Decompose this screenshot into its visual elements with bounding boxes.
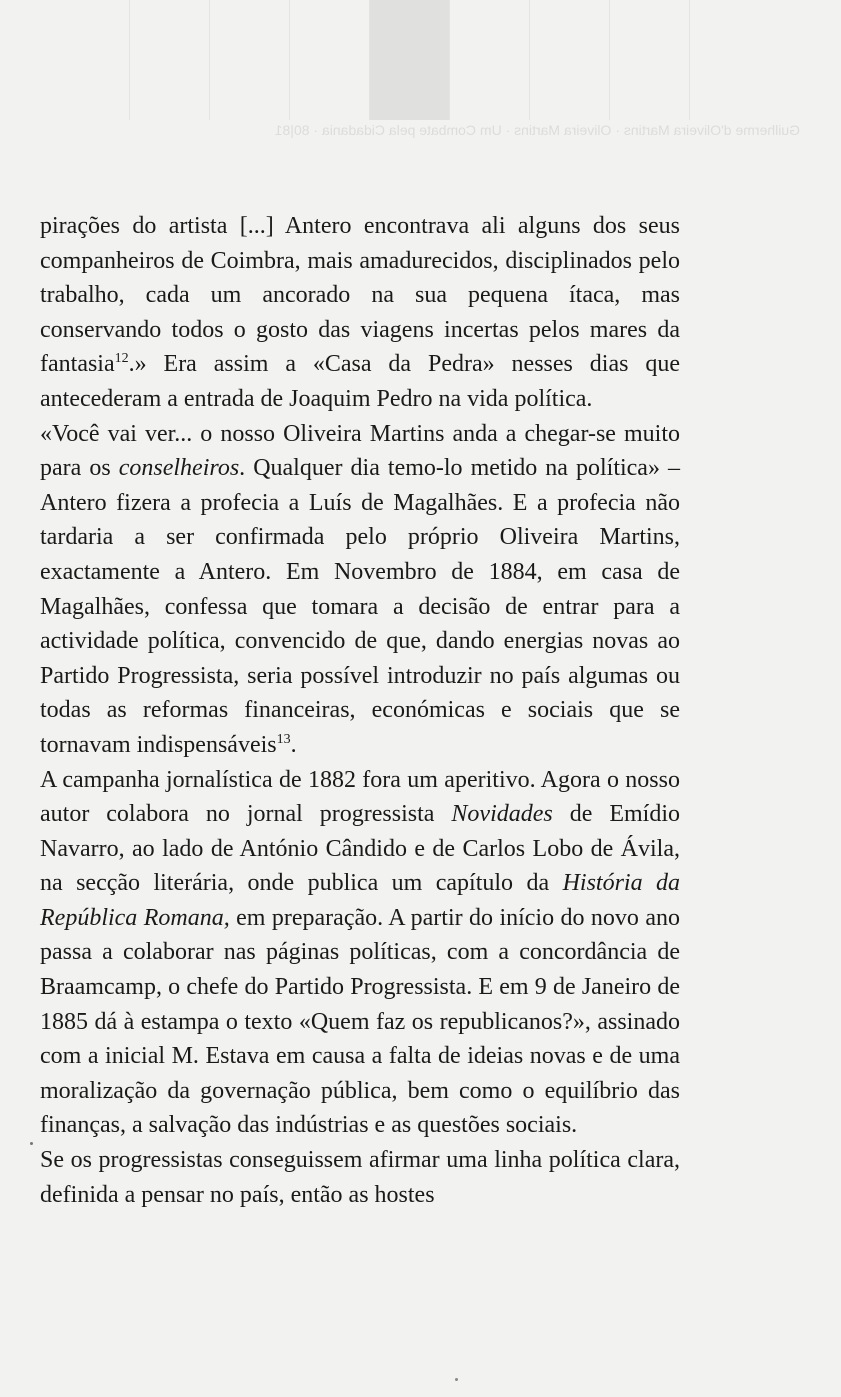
body-text <box>40 209 680 1212</box>
running-head: Guilherme d'Oliveira Martins · Oliveira Martins · Um Combate pela Cidadania · 80|81 <box>274 122 800 138</box>
header-tab <box>290 0 370 120</box>
header-tab <box>210 0 290 120</box>
paragraph: A campanha jornalística de 1882 fora um aperitivo. Agora o nosso autor colabora no jornal progressista Novidades de Emídio Navarro, ao lado de António Cândido e de Carlos Lobo de Ávila, na secção literária, onde publica um capítulo da História da República Romana, em preparação. A partir do início do novo ano passa a colaborar nas páginas políticas, com a concordância de Braamcamp, o chefe do Partido Progressista. E em 9 de Janeiro de 1885 dá à estampa o texto «Quem faz os republicanos?», assinado com a inicial M. Estava em causa a falta de ideias novas e de uma moralização da governação pública, bem como o equilíbrio das finanças, a salvação das indústrias e as questões sociais. <box>40 766 681 1139</box>
paragraph: Se os progressistas conseguissem afirmar uma linha política clara, definida a pensar no país, então as hostes <box>40 1147 680 1208</box>
paragraph: pirações do artista [...] Antero encontrava ali alguns dos seus companheiros de Coimbra, mais amadurecidos, disciplinados pelo trabalho, cada um ancorado na sua pequena ítaca, mas conservando todos o gosto das viagens incertas pelos mares da fantasia$^{12}$.» Era assim a «Casa da Pedra» nesses dias que antecederam a entrada de Joaquim Pedro na vida política. <box>40 213 680 412</box>
footnote-ref[interactable]: 12 <box>114 351 129 367</box>
footnote-ref[interactable]: 13 <box>276 731 291 747</box>
header-tab <box>530 0 610 120</box>
header-tab-strip <box>50 0 690 120</box>
paragraph: «Você vai ver... o nosso Oliveira Martins anda a chegar-se muito para os conselheiros. Qualquer dia temo-lo metido na política» – Antero fizera a profecia a Luís de Magalhães. E a profecia não tardaria a ser confirmada pelo próprio Oliveira Martins, exactamente a Antero. Em Novembro de 1884, em casa de Magalhães, confessa que tomara a decisão de entrar para a actividade política, convencido de que, dando energias novas ao Partido Progressista, seria possível introduzir no país algumas ou todas as reformas financeiras, económicas e sociais que se tornavam indispensáveis$^{13}$. <box>40 420 680 758</box>
margin-mark <box>30 1142 33 1145</box>
header-tab <box>50 0 130 120</box>
header-tab <box>130 0 210 120</box>
header-tab <box>610 0 690 120</box>
header-tab-active <box>370 0 450 120</box>
header-tab <box>450 0 530 120</box>
page-header <box>0 0 841 160</box>
bottom-dot <box>455 1378 458 1381</box>
